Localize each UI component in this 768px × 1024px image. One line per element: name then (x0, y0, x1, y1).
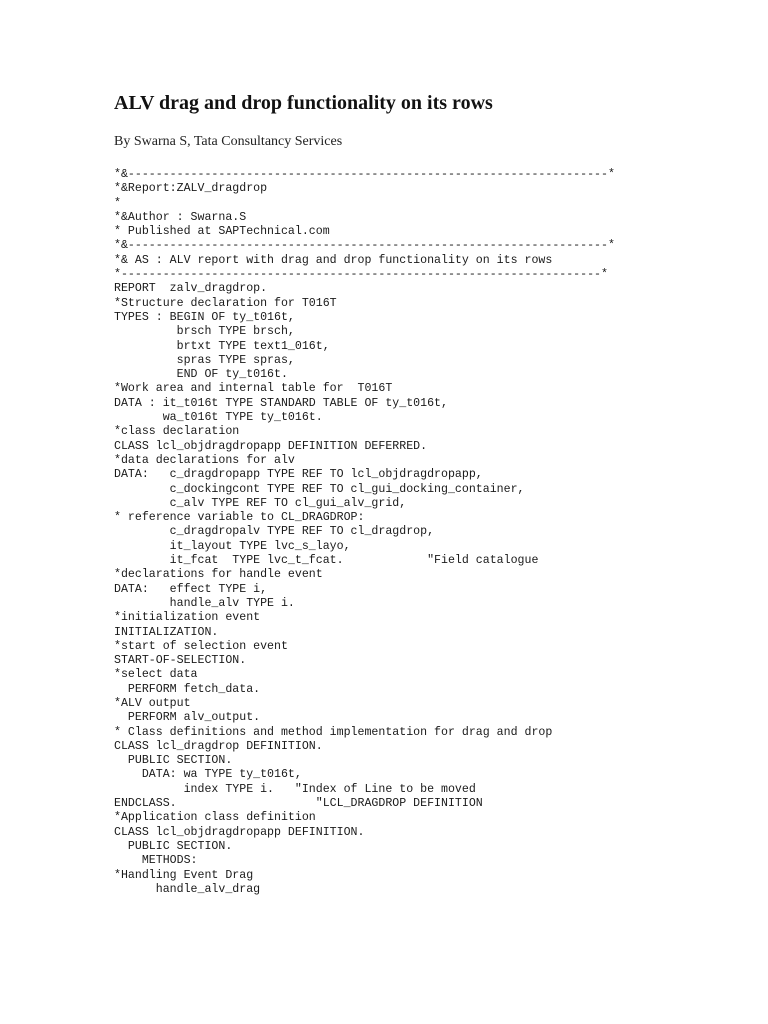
code-line: handle_alv TYPE i. (114, 596, 295, 610)
code-line: PERFORM alv_output. (114, 711, 261, 725)
code-line: * Published at SAPTechnical.com (114, 225, 330, 239)
code-line: PUBLIC SECTION. (114, 754, 233, 768)
code-line: brsch TYPE brsch, (114, 325, 295, 339)
code-line: ENDCLASS. "LCL_DRAGDROP DEFINITION (114, 797, 483, 811)
code-line: *&---------------------------------------------------------------------* (114, 168, 615, 181)
author-byline: By Swarna S, Tata Consultancy Services (114, 134, 343, 149)
code-line: *initialization event (114, 611, 261, 625)
code-line: END OF ty_t016t. (114, 368, 288, 382)
code-line: CLASS lcl_dragdrop DEFINITION. (114, 739, 323, 753)
code-line: *&Report:ZALV_dragdrop (114, 182, 268, 196)
code-line: METHODS: (114, 854, 198, 868)
code-line: it_fcat TYPE lvc_t_fcat. "Field catalogue (114, 554, 539, 568)
code-line: *Application class definition (114, 811, 316, 825)
code-line: *---------------------------------------------------------------------* (114, 268, 608, 282)
code-line: it_layout TYPE lvc_s_layo, (114, 539, 351, 553)
code-line: brtxt TYPE text1_016t, (114, 339, 330, 353)
code-line: *data declarations for alv (114, 453, 295, 467)
code-line: *declarations for handle event (114, 568, 323, 582)
code-line: *select data (114, 668, 198, 682)
code-line: index TYPE i. "Index of Line to be moved (114, 782, 476, 796)
code-line: wa_t016t TYPE ty_t016t. (114, 411, 323, 425)
code-line: *start of selection event (114, 639, 288, 653)
code-line: *class declaration (114, 425, 240, 439)
code-line: DATA: effect TYPE i, (114, 582, 268, 596)
code-listing (114, 168, 714, 897)
code-line: PUBLIC SECTION. (114, 839, 233, 853)
code-line: CLASS lcl_objdragdropapp DEFINITION DEFERRED. (114, 439, 428, 453)
code-line: *&Author : Swarna.S (114, 210, 247, 224)
code-line: * Class definitions and method implementation for drag and drop (114, 725, 553, 739)
code-line: DATA : it_t016t TYPE STANDARD TABLE OF ty_t016t, (114, 396, 448, 410)
page-title: ALV drag and drop functionality on its rows (114, 92, 493, 114)
code-line: *Structure declaration for T016T (114, 296, 337, 310)
code-line: *ALV output (114, 696, 191, 710)
code-line: c_alv TYPE REF TO cl_gui_alv_grid, (114, 496, 407, 510)
code-line: handle_alv_drag (114, 882, 261, 896)
code-line: TYPES : BEGIN OF ty_t016t, (114, 310, 295, 324)
code-line: DATA: wa TYPE ty_t016t, (114, 768, 302, 782)
code-line: *Work area and internal table for T016T (114, 382, 393, 396)
code-line: INITIALIZATION. (114, 625, 219, 639)
code-line: START-OF-SELECTION. (114, 654, 247, 668)
code-line: REPORT zalv_dragdrop. (114, 282, 268, 296)
code-line: CLASS lcl_objdragdropapp DEFINITION. (114, 825, 365, 839)
code-line: DATA: c_dragdropapp TYPE REF TO lcl_objdragdropapp, (114, 468, 483, 482)
code-line: *Handling Event Drag (114, 868, 254, 882)
code-line: spras TYPE spras, (114, 353, 295, 367)
code-line: *& AS : ALV report with drag and drop functionality on its rows (114, 253, 553, 267)
code-line: c_dragdropalv TYPE REF TO cl_dragdrop, (114, 525, 435, 539)
code-line: *&---------------------------------------------------------------------* (114, 239, 615, 253)
code-line: c_dockingcont TYPE REF TO cl_gui_docking_container, (114, 482, 525, 496)
code-line: * (114, 196, 121, 210)
code-line: * reference variable to CL_DRAGDROP: (114, 511, 365, 525)
code-line: PERFORM fetch_data. (114, 682, 261, 696)
